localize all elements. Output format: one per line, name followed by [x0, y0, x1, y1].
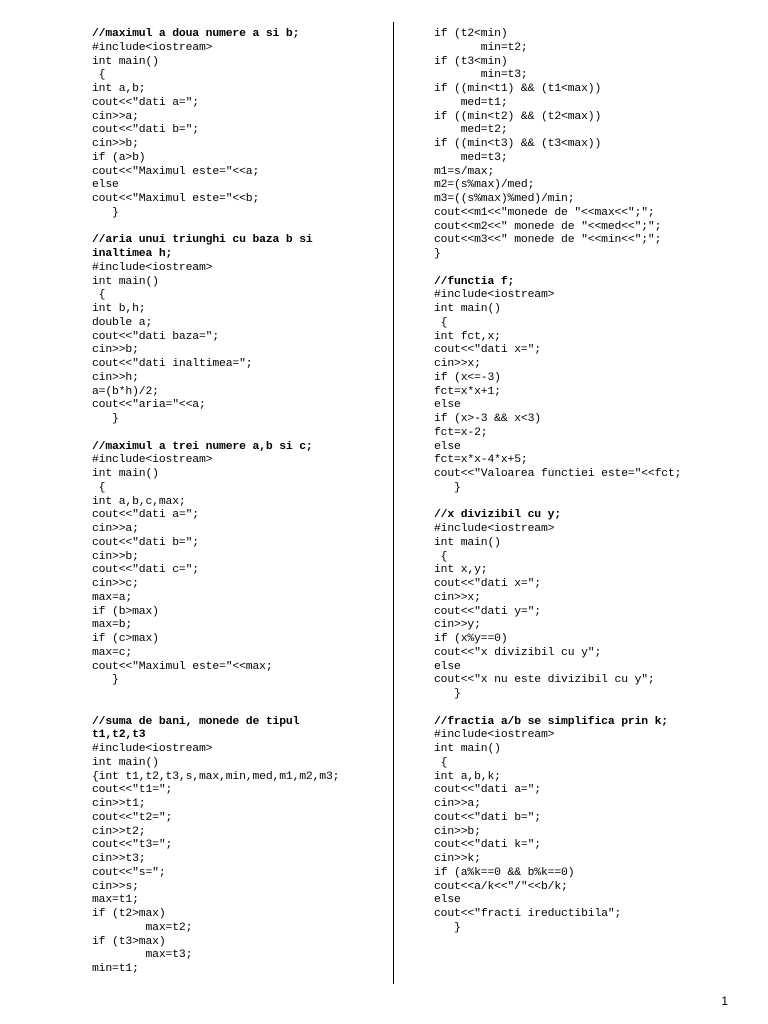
code-line: med=t2; — [434, 124, 508, 137]
code-line: else — [434, 894, 461, 907]
code-line: fct=x*x-4*x+5; — [434, 454, 528, 467]
code-block — [92, 234, 392, 427]
code-line: cout<<"t2="; — [92, 811, 173, 824]
block-spacer — [434, 262, 734, 276]
code-line: if (c>max) — [92, 633, 159, 645]
block-spacer — [434, 702, 734, 716]
comment-heading: //x divizibil cu y; — [434, 509, 562, 522]
code-line: int main() — [92, 55, 159, 68]
code-line: cout<<"fracti ireductibila"; — [434, 908, 622, 920]
code-line: #include<iostream> — [434, 523, 555, 535]
code-line: cin>>c; — [92, 578, 139, 590]
code-line: #include<iostream> — [434, 289, 555, 302]
code-line: cin>>s; — [92, 880, 139, 893]
code-line: cout<<"dati a="; — [92, 96, 199, 109]
code-line: { — [434, 316, 448, 329]
code-line: cout<<"dati baza="; — [92, 330, 220, 343]
code-line: { — [92, 289, 106, 302]
code-line: cout<<"x divizibil cu y"; — [434, 646, 602, 659]
code-line: if (a>b) — [92, 151, 146, 164]
code-line: min=t2; — [434, 41, 528, 54]
code-line: int a,b,k; — [434, 770, 501, 783]
code-line: cin>>k; — [434, 853, 481, 865]
code-line: cout<<"dati inaltimea="; — [92, 358, 253, 370]
page-number: 1 — [721, 994, 728, 1008]
block-spacer — [92, 221, 392, 235]
code-line: int fct,x; — [434, 330, 501, 343]
code-line: cin>>h; — [92, 371, 139, 384]
code-line: cin>>t1; — [92, 798, 146, 810]
code-line: } — [434, 248, 441, 260]
code-block — [92, 716, 392, 977]
code-line: else — [92, 179, 119, 192]
code-line: m3=((s%max)%med)/min; — [434, 193, 575, 205]
code-line: else — [434, 440, 461, 453]
code-line: cout<<"dati y="; — [434, 605, 541, 618]
code-line: max=t1; — [92, 894, 139, 907]
code-line: fct=x-2; — [434, 426, 488, 439]
code-block — [434, 276, 734, 496]
code-line: cout<<m1<<"monede de "<<max<<";"; — [434, 206, 655, 219]
code-line: cout<<m3<<" monede de "<<min<<";"; — [434, 234, 662, 247]
code-line: cin>>a; — [92, 110, 139, 123]
code-line: {int t1,t2,t3,s,max,min,med,m1,m2,m3; — [92, 770, 340, 783]
code-line: #include<iostream> — [434, 729, 555, 742]
code-line: cin>>b; — [92, 138, 139, 150]
code-line: max=t2; — [92, 921, 193, 934]
code-line: } — [434, 688, 461, 700]
code-line: } — [92, 413, 119, 425]
code-line: if ((min<t1) && (t1<max)) — [434, 83, 602, 95]
comment-heading: //functia f; — [434, 275, 515, 288]
code-line: m2=(s%max)/med; — [434, 179, 535, 192]
code-line: int main() — [92, 468, 159, 480]
code-line: min=t1; — [92, 963, 139, 975]
code-line: if (a%k==0 && b%k==0) — [434, 866, 575, 879]
code-line: else — [434, 399, 461, 412]
comment-heading: inaltimea h; — [92, 248, 173, 260]
code-line: cout<<"aria="<<a; — [92, 399, 206, 412]
code-line: if (x%y==0) — [434, 633, 508, 645]
code-line: { — [434, 550, 448, 563]
right-column — [434, 28, 734, 936]
code-line: cin>>b; — [434, 825, 481, 838]
code-line: cout<<"dati b="; — [92, 536, 199, 549]
code-block — [434, 28, 734, 262]
code-line: cout<<"s="; — [92, 866, 166, 879]
block-spacer — [92, 427, 392, 441]
comment-heading: //fractia a/b se simplifica prin k; — [434, 715, 668, 728]
code-line: } — [434, 481, 461, 494]
code-line: med=t3; — [434, 151, 508, 164]
code-line: max=c; — [92, 646, 133, 659]
code-line: if (t2<min) — [434, 28, 508, 40]
code-line: cout<<"t1="; — [92, 784, 173, 797]
code-line: cout<<m2<<" monede de "<<med<<";"; — [434, 220, 662, 233]
block-spacer — [92, 688, 392, 716]
comment-heading: t1,t2,t3 — [92, 729, 146, 742]
comment-heading: //maximul a trei numere a,b si c; — [92, 440, 313, 453]
code-line: if (t2>max) — [92, 908, 166, 920]
code-line: int main() — [434, 536, 501, 549]
code-line: med=t1; — [434, 96, 508, 109]
code-line: cin>>x; — [434, 358, 481, 370]
code-line: int x,y; — [434, 564, 488, 577]
code-line: cout<<"t3="; — [92, 839, 173, 852]
code-line: cin>>y; — [434, 619, 481, 632]
comment-heading: //maximul a doua numere a si b; — [92, 28, 300, 40]
code-line: cout<<"Valoarea functiei este="<<fct; — [434, 468, 682, 480]
comment-heading: //suma de bani, monede de tipul — [92, 715, 300, 728]
code-line: cout<<"dati k="; — [434, 839, 541, 852]
code-line: int main() — [92, 275, 159, 288]
column-divider — [393, 22, 394, 984]
code-line: cout<<"x nu este divizibil cu y"; — [434, 674, 655, 687]
code-line: if (t3<min) — [434, 55, 508, 68]
code-line: a=(b*h)/2; — [92, 385, 159, 398]
code-line: cin>>t2; — [92, 825, 146, 838]
block-spacer — [434, 496, 734, 510]
code-line: #include<iostream> — [92, 743, 213, 755]
code-line: if (x>-3 && x<3) — [434, 413, 541, 425]
code-line: if ((min<t2) && (t2<max)) — [434, 110, 602, 123]
code-line: if (b>max) — [92, 605, 159, 618]
code-line: if (t3>max) — [92, 935, 166, 948]
code-line: cout<<"dati x="; — [434, 344, 541, 357]
code-line: cin>>a; — [434, 798, 481, 810]
code-line: max=t3; — [92, 949, 193, 962]
code-line: cin>>x; — [434, 591, 481, 604]
code-block — [92, 28, 392, 221]
code-line: int main() — [434, 743, 501, 755]
comment-heading: //aria unui triunghi cu baza b si — [92, 234, 313, 247]
code-line: max=a; — [92, 591, 133, 604]
code-line: cout<<"dati a="; — [434, 784, 541, 797]
code-line: if ((min<t3) && (t3<max)) — [434, 138, 602, 150]
code-line: int main() — [92, 756, 159, 769]
code-line: cin>>b; — [92, 344, 139, 357]
code-line: double a; — [92, 316, 153, 329]
code-line: } — [434, 921, 461, 934]
code-line: cin>>b; — [92, 550, 139, 563]
code-line: m1=s/max; — [434, 165, 495, 178]
code-line: cout<<"dati c="; — [92, 564, 199, 577]
code-line: min=t3; — [434, 69, 528, 82]
code-line: cout<<"dati x="; — [434, 578, 541, 590]
left-column — [92, 28, 392, 977]
code-line: if (x<=-3) — [434, 371, 501, 384]
code-line: int main() — [434, 303, 501, 315]
code-line: else — [434, 660, 461, 673]
code-line: cin>>a; — [92, 523, 139, 535]
code-line: int a,b,c,max; — [92, 495, 186, 508]
code-line: #include<iostream> — [92, 41, 213, 54]
code-line: #include<iostream> — [92, 261, 213, 274]
code-line: fct=x*x+1; — [434, 385, 501, 398]
code-line: max=b; — [92, 619, 133, 632]
code-line: cout<<"Maximul este="<<max; — [92, 660, 273, 673]
code-line: int a,b; — [92, 83, 146, 95]
code-line: } — [92, 674, 119, 687]
code-line: { — [92, 481, 106, 494]
code-block — [434, 716, 734, 936]
code-block — [92, 441, 392, 689]
code-line: #include<iostream> — [92, 454, 213, 467]
code-line: { — [434, 756, 448, 769]
code-block — [434, 509, 734, 702]
code-line: cout<<"Maximul este="<<b; — [92, 193, 260, 205]
code-line: cout<<"dati b="; — [434, 811, 541, 824]
code-line: cout<<"dati a="; — [92, 509, 199, 522]
code-line: cout<<a/k<<"/"<<b/k; — [434, 880, 568, 893]
code-line: int b,h; — [92, 303, 146, 315]
code-line: cin>>t3; — [92, 853, 146, 865]
code-line: } — [92, 206, 119, 219]
code-line: cout<<"Maximul este="<<a; — [92, 165, 260, 178]
code-line: { — [92, 69, 106, 82]
code-line: cout<<"dati b="; — [92, 124, 199, 137]
